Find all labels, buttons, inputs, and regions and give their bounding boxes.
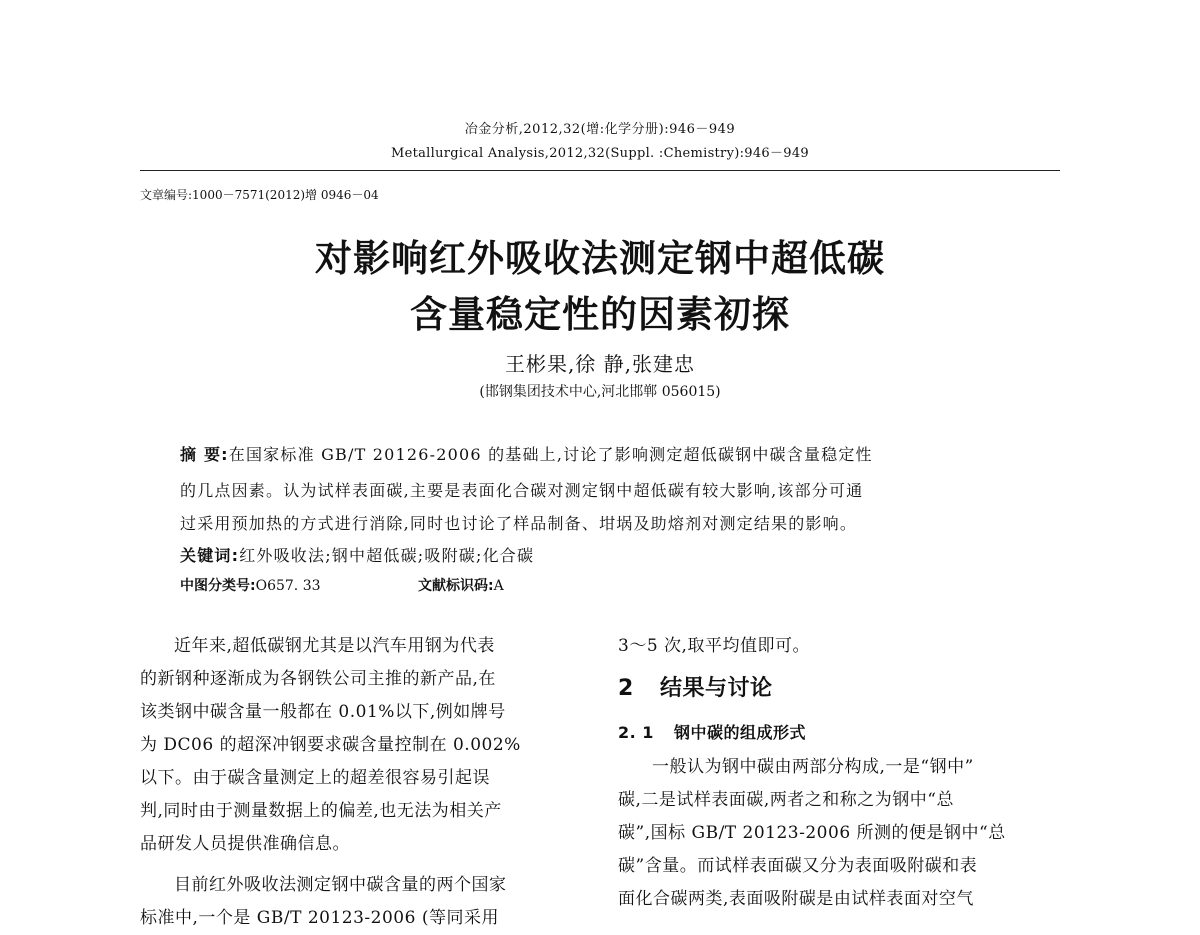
abstract-text-1: 在国家标准 GB/T 20126-2006 的基础上,讨论了影响测定超低碳钢中碳含量稳定性 xyxy=(228,445,873,464)
keywords-label: 关键词: xyxy=(180,546,240,565)
clc-label: 中图分类号: xyxy=(180,578,256,594)
article-number: 文章编号:1000－7571(2012)增 0946－04 xyxy=(140,188,379,202)
body-line: 碳”,国标 GB/T 20123-2006 所测的便是钢中“总 xyxy=(618,823,1006,843)
body-line: 面化合碳两类,表面吸附碳是由试样表面对空气 xyxy=(618,889,974,909)
subsection-heading xyxy=(618,715,1060,751)
body-line: 以下。由于碳含量测定上的超差很容易引起误 xyxy=(140,768,490,788)
body-line: 近年来,超低碳钢尤其是以汽车用钢为代表 xyxy=(174,636,495,656)
section-title: 结果与讨论 xyxy=(660,676,773,701)
document-code xyxy=(418,575,504,595)
doc-code-label: 文献标识码: xyxy=(418,578,494,594)
body-line: 的新钢种逐渐成为各钢铁公司主推的新产品,在 xyxy=(140,669,496,689)
body-line: 目前红外吸收法测定钢中碳含量的两个国家 xyxy=(174,875,507,895)
left-column xyxy=(140,630,580,935)
body-line: 该类钢中碳含量一般都在 0.01%以下,例如牌号 xyxy=(140,702,506,722)
keywords xyxy=(180,543,534,566)
body-line: 判,同时由于测量数据上的偏差,也无法为相关产 xyxy=(140,801,502,821)
clc-value: O657. 33 xyxy=(255,578,321,594)
abstract-line-1 xyxy=(180,442,873,465)
paper-title-line-2: 含量稳定性的因素初探 xyxy=(410,293,790,336)
journal-citation-en: Metallurgical Analysis,2012,32(Suppl. :Chemistry):946－949 xyxy=(390,146,809,161)
doc-code-value: A xyxy=(493,578,504,594)
body-line: 碳”含量。而试样表面碳又分为表面吸附碳和表 xyxy=(618,856,978,876)
body-line: 标准中,一个是 GB/T 20123-2006 (等同采用 xyxy=(140,908,499,928)
body-line: 品研发人员提供准确信息。 xyxy=(140,834,350,854)
header-divider xyxy=(140,170,1060,171)
right-column xyxy=(618,630,1060,916)
abstract-label: 摘 要: xyxy=(180,445,229,464)
affiliation: (邯钢集团技术中心,河北邯郸 056015) xyxy=(479,384,721,400)
subsection-number: 2. 1 xyxy=(618,723,654,742)
keywords-value: 红外吸收法;钢中超低碳;吸附碳;化合碳 xyxy=(239,546,535,565)
section-heading xyxy=(618,663,1060,715)
authors: 王彬果,徐 静,张建忠 xyxy=(504,352,696,376)
body-line: 碳,二是试样表面碳,两者之和称之为钢中“总 xyxy=(618,790,954,810)
body-line: 一般认为钢中碳由两部分构成,一是“钢中” xyxy=(652,757,974,777)
journal-citation-cn: 冶金分析,2012,32(增:化学分册):946－949 xyxy=(464,122,736,137)
abstract-line-2: 的几点因素。认为试样表面碳,主要是表面化合碳对测定钢中超低碳有较大影响,该部分可通 xyxy=(180,481,864,500)
body-line: 3～5 次,取平均值即可。 xyxy=(618,636,810,656)
paper-title-line-1: 对影响红外吸收法测定钢中超低碳 xyxy=(315,237,885,280)
abstract-line-3: 过采用预加热的方式进行消除,同时也讨论了样品制备、坩埚及助熔剂对测定结果的影响。 xyxy=(180,514,858,533)
section-number: 2 xyxy=(618,676,634,701)
subsection-title: 钢中碳的组成形式 xyxy=(674,723,807,742)
clc-number xyxy=(180,575,321,595)
body-line: 为 DC06 的超深冲钢要求碳含量控制在 0.002% xyxy=(140,735,521,755)
